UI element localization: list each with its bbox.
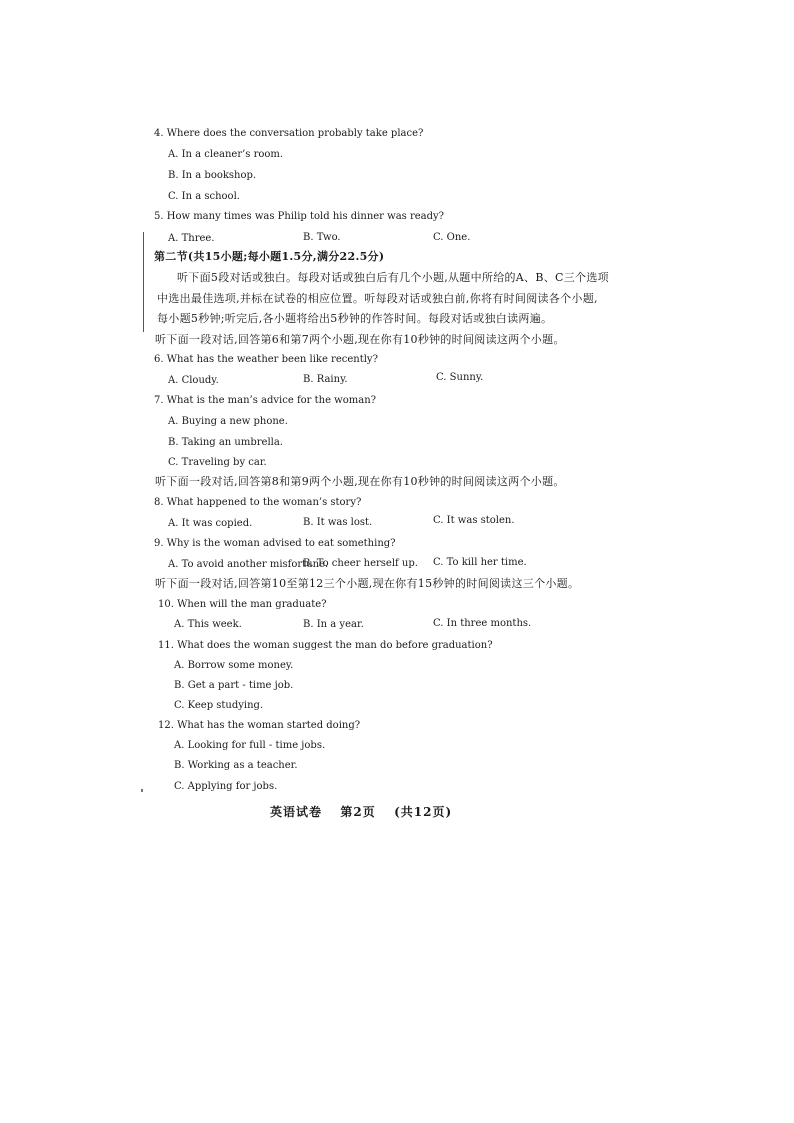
question-5: 5. How many times was Philip told his dinner was ready? bbox=[154, 211, 445, 222]
q9-option-c: C. To kill her time. bbox=[433, 557, 527, 568]
instructions-line-1: 听下面5段对话或独白。每段对话或独白后有几个小题,从题中所给的A、B、C三个选项 bbox=[177, 271, 609, 284]
q8-option-b: B. It was lost. bbox=[303, 517, 373, 528]
section-heading: 第二节(共15小题;每小题1.5分,满分22.5分) bbox=[154, 250, 385, 263]
q7-option-c: C. Traveling by car. bbox=[168, 457, 267, 468]
q12-option-a: A. Looking for full - time jobs. bbox=[174, 740, 326, 751]
question-11: 11. What does the woman suggest the man do before graduation? bbox=[158, 640, 493, 651]
q11-option-b: B. Get a part - time job. bbox=[174, 680, 294, 691]
q9-option-a: A. To avoid another misfortune. bbox=[168, 559, 329, 570]
q5-option-c: C. One. bbox=[433, 232, 471, 243]
q6-option-a: A. Cloudy. bbox=[168, 375, 219, 386]
instructions-line-3: 每小题5秒钟;听完后,各小题将给出5秒钟的作答时间。每段对话或独白读两遍。 bbox=[157, 312, 553, 325]
instructions-line-2: 中选出最佳选项,并标在试卷的相应位置。听每段对话或独白前,你将有时间阅读各个小题, bbox=[157, 292, 598, 305]
q4-option-c: C. In a school. bbox=[168, 191, 240, 202]
q9-option-b: B. To cheer herself up. bbox=[303, 558, 418, 569]
question-8: 8. What happened to the woman’s story? bbox=[154, 497, 362, 508]
page-footer bbox=[270, 803, 452, 820]
q10-option-c: C. In three months. bbox=[433, 618, 532, 629]
q7-option-a: A. Buying a new phone. bbox=[168, 416, 288, 427]
margin-rule bbox=[143, 232, 144, 332]
lead-in-8-9: 听下面一段对话,回答第8和第9两个小题,现在你有10秒钟的时间阅读这两个小题。 bbox=[155, 475, 565, 488]
q4-option-a: A. In a cleaner’s room. bbox=[168, 149, 284, 160]
lead-in-6-7: 听下面一段对话,回答第6和第7两个小题,现在你有10秒钟的时间阅读这两个小题。 bbox=[155, 333, 565, 346]
q6-option-c: C. Sunny. bbox=[436, 372, 484, 383]
q4-option-b: B. In a bookshop. bbox=[168, 170, 257, 181]
q7-option-b: B. Taking an umbrella. bbox=[168, 437, 283, 448]
q12-option-b: B. Working as a teacher. bbox=[174, 760, 298, 771]
question-6: 6. What has the weather been like recently? bbox=[154, 354, 378, 365]
q10-option-a: A. This week. bbox=[174, 619, 242, 630]
q5-option-a: A. Three. bbox=[168, 233, 215, 244]
footer-page: 第2页 bbox=[340, 805, 376, 819]
q6-option-b: B. Rainy. bbox=[303, 374, 348, 385]
q5-option-b: B. Two. bbox=[303, 232, 341, 243]
question-4: 4. Where does the conversation probably take place? bbox=[154, 128, 424, 139]
q11-option-c: C. Keep studying. bbox=[174, 700, 264, 711]
question-10: 10. When will the man graduate? bbox=[158, 599, 327, 610]
question-9: 9. Why is the woman advised to eat something? bbox=[154, 538, 396, 549]
q11-option-a: A. Borrow some money. bbox=[174, 660, 294, 671]
q10-option-b: B. In a year. bbox=[303, 619, 364, 630]
footer-subject: 英语试卷 bbox=[270, 805, 323, 819]
q12-option-c: C. Applying for jobs. bbox=[174, 781, 278, 792]
q8-option-c: C. It was stolen. bbox=[433, 515, 515, 526]
question-7: 7. What is the man’s advice for the woman? bbox=[154, 395, 377, 406]
footer-total: (共12页) bbox=[394, 805, 453, 819]
lead-in-10-12: 听下面一段对话,回答第10至第12三个小题,现在你有15秒钟的时间阅读这三个小题。 bbox=[155, 577, 580, 590]
question-12: 12. What has the woman started doing? bbox=[158, 720, 361, 731]
q8-option-a: A. It was copied. bbox=[168, 518, 253, 529]
scan-speck bbox=[141, 789, 143, 792]
